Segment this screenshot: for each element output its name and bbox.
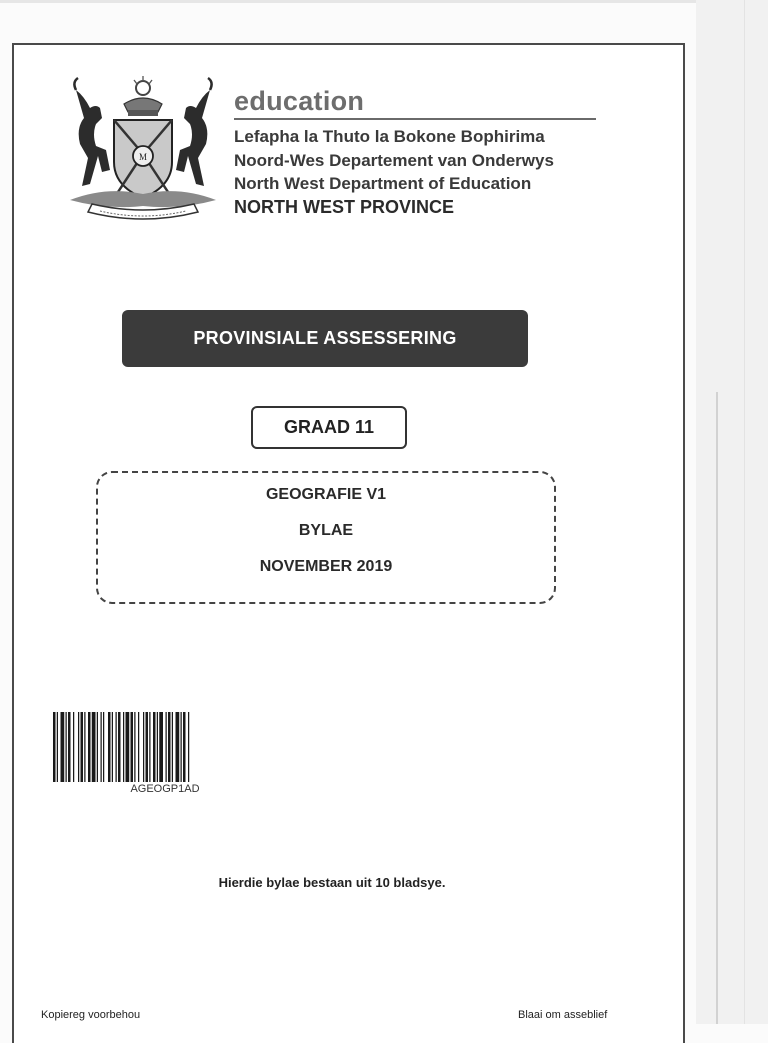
department-title: education	[234, 86, 365, 116]
assessment-banner-label: PROVINSIALE ASSESSERING	[193, 328, 457, 348]
copyright-notice: Kopiereg voorbehou	[41, 1009, 141, 1021]
province-name: NORTH WEST PROVINCE	[234, 196, 455, 217]
adjacent-page-edge	[716, 392, 718, 1024]
barcode-icon	[52, 712, 278, 782]
subject-box	[96, 471, 556, 604]
department-name-afrikaans: Noord-Wes Departement van Onderwys	[234, 150, 554, 170]
exam-date: NOVEMBER 2019	[259, 558, 393, 575]
assessment-banner	[122, 310, 528, 367]
adjacent-page-edge-secondary	[744, 0, 745, 1024]
grade-box	[251, 406, 407, 449]
svg-text:M: M	[138, 152, 148, 162]
title-underline	[234, 118, 596, 120]
department-name-english: North West Department of Education	[234, 174, 532, 193]
department-name-setswana: Lefapha la Thuto la Bokone Bophirima	[234, 127, 545, 146]
adjacent-page-strip	[696, 0, 768, 1024]
page-count-note: Hierdie bylae bestaan uit 10 bladsye.	[218, 875, 446, 890]
department-header	[234, 86, 596, 219]
document-type: BYLAE	[298, 522, 354, 539]
scan-edge	[0, 0, 768, 3]
barcode-code: AGEOGP1AD	[130, 783, 200, 795]
coat-of-arms-icon	[66, 74, 220, 224]
grade-label: GRAAD 11	[283, 417, 375, 437]
turn-over-notice: Blaai om asseblief	[518, 1009, 608, 1021]
subject-name: GEOGRAFIE V1	[265, 486, 387, 503]
